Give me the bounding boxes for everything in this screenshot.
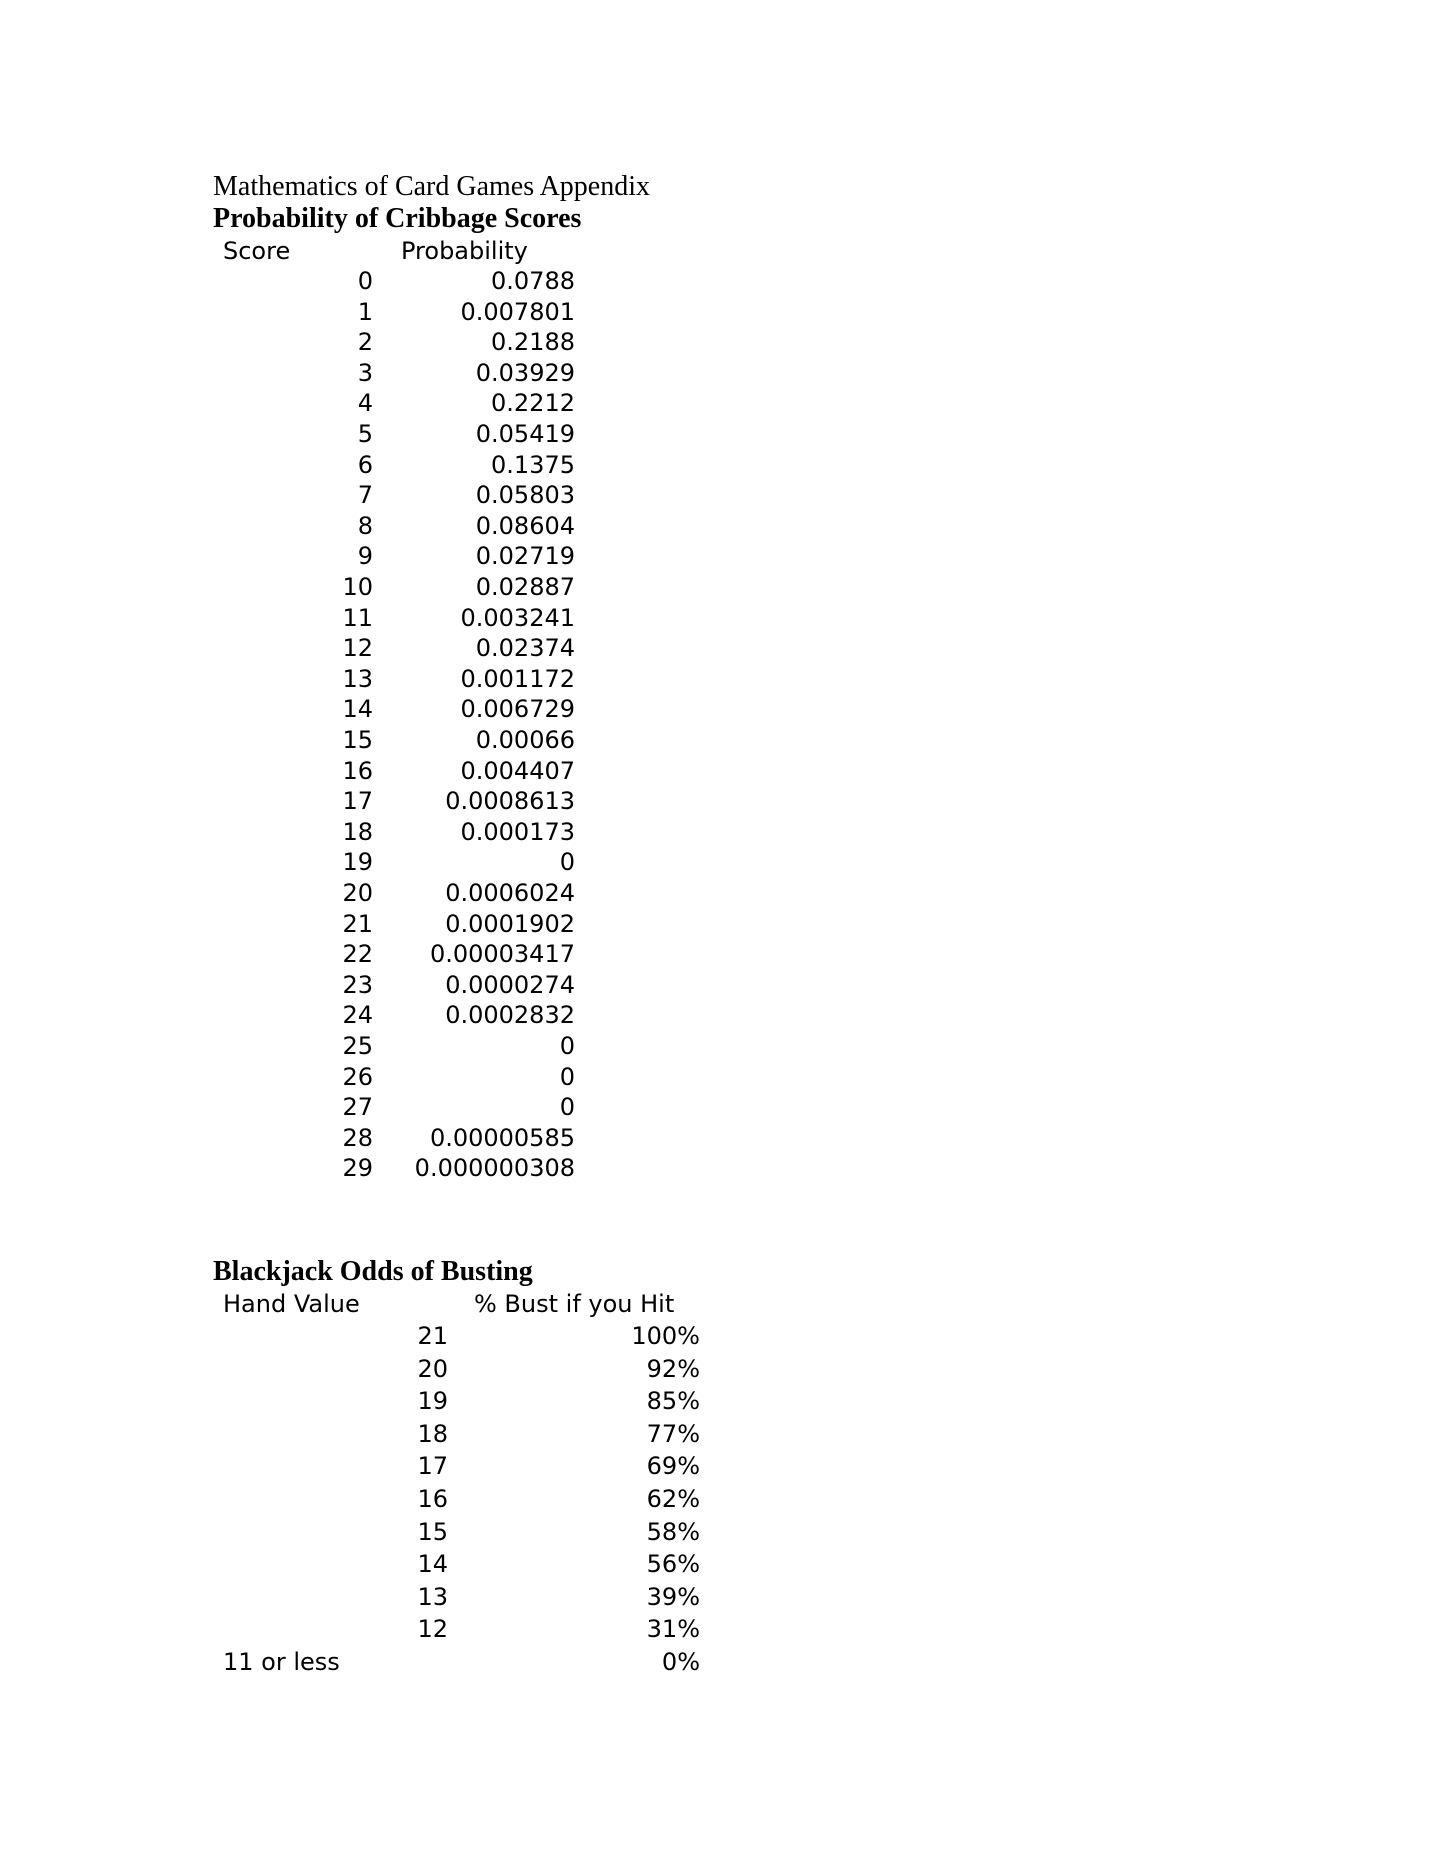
table-cell-score: 24: [342, 1001, 373, 1030]
table-cell-score: 0: [357, 267, 373, 295]
table-cell-probability: 0.03929: [475, 358, 575, 387]
table-cell-score: 11: [342, 603, 373, 632]
table-cell-hand-value: 20: [417, 1354, 448, 1383]
table-cell-score: 7: [357, 481, 373, 510]
table-cell-probability: 0.2188: [491, 328, 575, 357]
table-cell-hand-value: 16: [417, 1485, 448, 1513]
table-cell-hand-value: 21: [417, 1322, 448, 1350]
table-cell-probability: 0.00003417: [429, 940, 575, 969]
table-cell-hand-value: 15: [417, 1517, 448, 1546]
table-cell-probability: 0.02719: [475, 542, 575, 571]
table-cell-probability: 0.0008613: [445, 787, 575, 816]
table-cell-score: 4: [357, 389, 373, 418]
table-cell-score: 27: [342, 1093, 373, 1122]
hand-value-column-header: Hand Value: [223, 1290, 360, 1318]
table-cell-score: 25: [342, 1032, 373, 1060]
table-cell-bust-percent: 69%: [646, 1452, 700, 1481]
table-cell-score: 13: [342, 664, 373, 693]
table-cell-probability: 0.02887: [475, 573, 575, 601]
table-cell-probability: 0.2212: [491, 389, 575, 418]
table-cell-probability: 0: [559, 1062, 575, 1091]
table-cell-bust-percent: 92%: [646, 1354, 700, 1383]
table-cell-probability: 0.004407: [460, 756, 575, 785]
table-cell-probability: 0.00000585: [429, 1123, 575, 1152]
bust-percent-column-header: % Bust if you Hit: [474, 1290, 675, 1318]
table-cell-probability: 0.05803: [475, 481, 575, 510]
table-cell-probability: 0.02374: [475, 634, 575, 663]
table-cell-score: 21: [342, 909, 373, 938]
table-cell-score: 18: [342, 817, 373, 846]
table-cell-probability: 0.1375: [491, 450, 575, 479]
table-cell-score: 5: [357, 420, 373, 448]
table-cell-score: 2: [357, 328, 373, 357]
table-cell-probability: 0.003241: [460, 603, 575, 632]
table-cell-score: 20: [342, 879, 373, 907]
table-cell-score: 22: [342, 940, 373, 969]
table-cell-score: 6: [357, 450, 373, 479]
table-cell-score: 9: [357, 542, 373, 571]
table-cell-score: 12: [342, 634, 373, 663]
table-cell-score: 14: [342, 695, 373, 724]
table-cell-probability: 0.000173: [460, 817, 575, 846]
table-cell-probability: 0.0002832: [445, 1001, 575, 1030]
table-cell-probability: 0.001172: [460, 664, 575, 693]
probability-column-header: Probability: [401, 237, 528, 265]
blackjack-bust-table: [223, 1288, 723, 1688]
document-title: Mathematics of Card Games Appendix: [213, 171, 651, 202]
table-cell-probability: 0.00066: [475, 726, 575, 754]
table-cell-probability: 0.000000308: [414, 1154, 575, 1183]
table-cell-hand-value: 12: [417, 1615, 448, 1644]
table-cell-probability: 0.0788: [491, 267, 575, 295]
table-cell-probability: 0: [559, 848, 575, 877]
table-cell-bust-percent: 100%: [631, 1322, 700, 1350]
table-cell-score: 17: [342, 787, 373, 816]
table-cell-probability: 0: [559, 1093, 575, 1122]
table-cell-hand-value: 11 or less: [223, 1648, 340, 1676]
table-cell-score: 1: [357, 297, 373, 326]
blackjack-section-title: Blackjack Odds of Busting: [213, 1256, 533, 1287]
table-cell-bust-percent: 0%: [661, 1648, 700, 1676]
table-cell-bust-percent: 58%: [646, 1517, 700, 1546]
table-cell-hand-value: 14: [417, 1550, 448, 1579]
table-cell-bust-percent: 77%: [646, 1419, 700, 1448]
cribbage-section-title: Probability of Cribbage Scores: [213, 203, 582, 234]
table-cell-score: 16: [342, 756, 373, 785]
table-cell-probability: 0.0000274: [445, 970, 575, 999]
table-cell-score: 26: [342, 1062, 373, 1091]
table-cell-probability: 0.0001902: [445, 909, 575, 938]
table-cell-score: 8: [357, 511, 373, 540]
table-cell-score: 19: [342, 848, 373, 877]
cribbage-score-table: [223, 235, 583, 1195]
table-cell-bust-percent: 85%: [646, 1387, 700, 1416]
table-cell-hand-value: 17: [417, 1452, 448, 1481]
table-cell-bust-percent: 62%: [646, 1485, 700, 1513]
table-cell-probability: 0.007801: [460, 297, 575, 326]
table-cell-bust-percent: 56%: [646, 1550, 700, 1579]
table-cell-probability: 0.05419: [475, 420, 575, 448]
score-column-header: Score: [223, 237, 291, 265]
table-cell-probability: 0.006729: [460, 695, 575, 724]
table-cell-probability: 0: [559, 1032, 575, 1060]
table-cell-score: 10: [342, 573, 373, 601]
table-cell-hand-value: 18: [417, 1419, 448, 1448]
table-cell-score: 23: [342, 970, 373, 999]
table-cell-score: 28: [342, 1123, 373, 1152]
table-cell-score: 15: [342, 726, 373, 754]
table-cell-bust-percent: 31%: [646, 1615, 700, 1644]
table-cell-hand-value: 19: [417, 1387, 448, 1416]
table-cell-bust-percent: 39%: [646, 1582, 700, 1611]
table-cell-score: 3: [357, 358, 373, 387]
table-cell-probability: 0.0006024: [445, 879, 575, 907]
table-cell-hand-value: 13: [417, 1582, 448, 1611]
table-cell-probability: 0.08604: [475, 511, 575, 540]
table-cell-score: 29: [342, 1154, 373, 1183]
